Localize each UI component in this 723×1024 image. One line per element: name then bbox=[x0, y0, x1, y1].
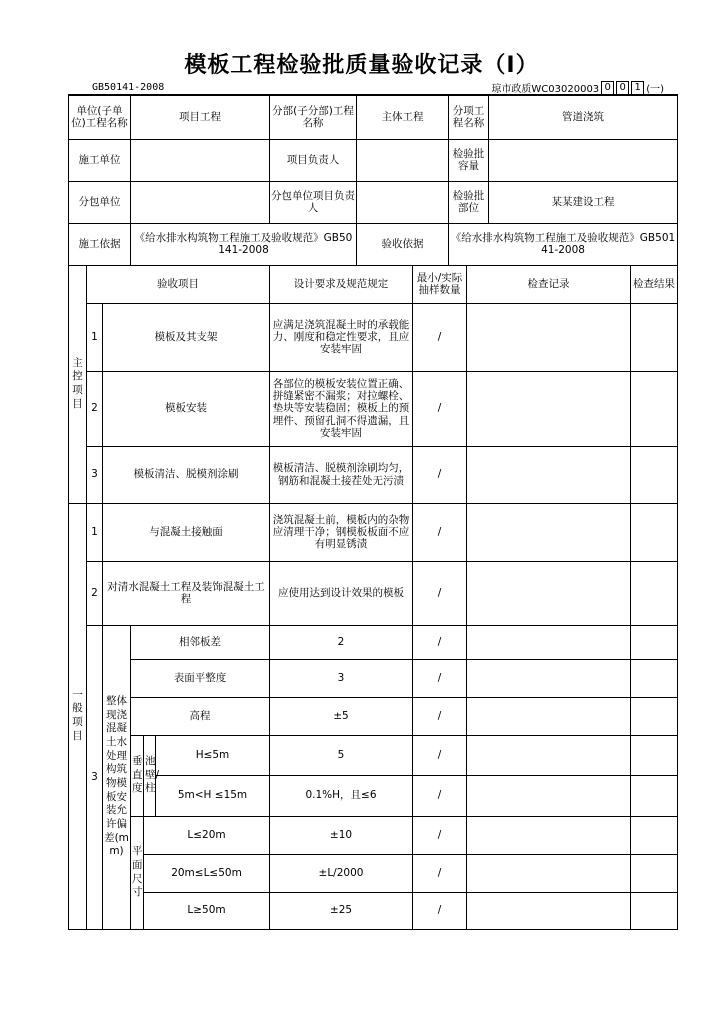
item-name: L≥50m bbox=[144, 892, 270, 929]
table-row bbox=[69, 371, 678, 446]
accept-basis-label: 验收依据 bbox=[357, 223, 449, 265]
row-number: 1 bbox=[87, 303, 103, 371]
item-requirement: 应使用达到设计效果的模板 bbox=[270, 561, 413, 625]
item-result[interactable] bbox=[631, 735, 678, 775]
basis-label: 施工依据 bbox=[69, 223, 131, 265]
item-sample: / bbox=[413, 503, 467, 561]
table-row bbox=[69, 775, 678, 816]
division-value: 主体工程 bbox=[357, 95, 449, 139]
item-name: H≤5m bbox=[156, 735, 270, 775]
item-requirement: 浇筑混凝土前，模板内的杂物应清理干净；钢模板板面不应有明显锈渍 bbox=[270, 503, 413, 561]
record-code-suffix: (一) bbox=[646, 84, 664, 95]
location-label: 检验批部位 bbox=[449, 181, 489, 223]
subitem-value: 管道浇筑 bbox=[489, 95, 678, 139]
tolerance-group-label: 整体现浇混凝土水处理构筑物模板安装允许偏差(mm) bbox=[103, 625, 131, 929]
row-number: 3 bbox=[87, 625, 103, 929]
item-name: 模板清洁、脱模剂涂刷 bbox=[103, 446, 270, 503]
item-record[interactable] bbox=[467, 735, 631, 775]
item-requirement: ±5 bbox=[270, 697, 413, 735]
item-requirement: 0.1%H，且≤6 bbox=[270, 775, 413, 816]
table-row bbox=[69, 303, 678, 371]
record-code-digit-2: 0 bbox=[616, 81, 629, 95]
table-row bbox=[69, 816, 678, 854]
table-row bbox=[69, 625, 678, 659]
item-record[interactable] bbox=[467, 371, 631, 446]
table-row bbox=[69, 892, 678, 929]
row-number: 3 bbox=[87, 446, 103, 503]
contractor-value[interactable] bbox=[131, 139, 270, 181]
item-result[interactable] bbox=[631, 854, 678, 892]
division-label: 分部(子分部)工程名称 bbox=[270, 95, 357, 139]
col-result-header: 检查结果 bbox=[631, 265, 678, 303]
item-requirement: 模板清洁、脱模剂涂刷均匀，钢筋和混凝土接茬处无污渍 bbox=[270, 446, 413, 503]
item-result[interactable] bbox=[631, 561, 678, 625]
table-row bbox=[69, 503, 678, 561]
item-requirement: 3 bbox=[270, 659, 413, 697]
item-sample: / bbox=[413, 625, 467, 659]
main-control-label: 主控项目 bbox=[69, 265, 87, 503]
item-sample: / bbox=[413, 371, 467, 446]
col-record-header: 检查记录 bbox=[467, 265, 631, 303]
item-name: 对清水混凝土工程及装饰混凝土工程 bbox=[103, 561, 270, 625]
sub-pm-value[interactable] bbox=[357, 181, 449, 223]
item-requirement: 应满足浇筑混凝土时的承载能力、刚度和稳定性要求，且应安装牢固 bbox=[270, 303, 413, 371]
item-record[interactable] bbox=[467, 697, 631, 735]
item-name: 5m<H ≤15m bbox=[156, 775, 270, 816]
col-sample-header: 最小/实际抽样数量 bbox=[413, 265, 467, 303]
item-sample: / bbox=[413, 659, 467, 697]
table-row bbox=[69, 735, 678, 775]
vertical-label: 垂直度 bbox=[131, 735, 144, 816]
inspection-table bbox=[68, 94, 678, 930]
item-result[interactable] bbox=[631, 503, 678, 561]
plane-label: 平面尺寸 bbox=[131, 816, 144, 929]
item-name: 模板安装 bbox=[103, 371, 270, 446]
item-record[interactable] bbox=[467, 625, 631, 659]
row-number: 2 bbox=[87, 371, 103, 446]
table-row bbox=[69, 446, 678, 503]
subcontractor-label: 分包单位 bbox=[69, 181, 131, 223]
item-record[interactable] bbox=[467, 659, 631, 697]
item-sample: / bbox=[413, 303, 467, 371]
wall-label: 池壁/柱 bbox=[144, 735, 156, 816]
table-row bbox=[69, 697, 678, 735]
item-requirement: ±25 bbox=[270, 892, 413, 929]
item-requirement: ±10 bbox=[270, 816, 413, 854]
item-sample: / bbox=[413, 892, 467, 929]
item-record[interactable] bbox=[467, 303, 631, 371]
table-row bbox=[69, 659, 678, 697]
record-code-digit-3: 1 bbox=[631, 81, 644, 95]
table-row bbox=[69, 561, 678, 625]
item-requirement: 2 bbox=[270, 625, 413, 659]
item-record[interactable] bbox=[467, 854, 631, 892]
record-code-digit-1: 0 bbox=[601, 81, 614, 95]
pm-value[interactable] bbox=[357, 139, 449, 181]
unit-label: 单位(子单位)工程名称 bbox=[69, 95, 131, 139]
subcontractor-value[interactable] bbox=[131, 181, 270, 223]
capacity-value[interactable] bbox=[489, 139, 678, 181]
pm-label: 项目负责人 bbox=[270, 139, 357, 181]
unit-value: 项目工程 bbox=[131, 95, 270, 139]
item-sample: / bbox=[413, 697, 467, 735]
item-record[interactable] bbox=[467, 892, 631, 929]
item-record[interactable] bbox=[467, 775, 631, 816]
item-requirement: 各部位的模板安装位置正确、拼缝紧密不漏浆；对拉螺栓、垫块等安装稳固；模板上的预埋件、预留孔洞不得遗漏，且安装牢固 bbox=[270, 371, 413, 446]
item-sample: / bbox=[413, 735, 467, 775]
item-name: 相邻板差 bbox=[131, 625, 270, 659]
item-sample: / bbox=[413, 854, 467, 892]
item-result[interactable] bbox=[631, 625, 678, 659]
sub-pm-label: 分包单位项目负责人 bbox=[270, 181, 357, 223]
item-name: 模板及其支架 bbox=[103, 303, 270, 371]
row-number: 1 bbox=[87, 503, 103, 561]
contractor-label: 施工单位 bbox=[69, 139, 131, 181]
item-name: 与混凝土接触面 bbox=[103, 503, 270, 561]
item-requirement: 5 bbox=[270, 735, 413, 775]
record-code bbox=[491, 80, 664, 95]
location-value: 某某建设工程 bbox=[489, 181, 678, 223]
item-name: 高程 bbox=[131, 697, 270, 735]
item-record[interactable] bbox=[467, 503, 631, 561]
accept-basis-value: 《给水排水构筑物工程施工及验收规范》GB50141-2008 bbox=[449, 223, 678, 265]
item-result[interactable] bbox=[631, 816, 678, 854]
table-row bbox=[69, 854, 678, 892]
item-requirement: ±L/2000 bbox=[270, 854, 413, 892]
basis-value: 《给水排水构筑物工程施工及验收规范》GB50141-2008 bbox=[131, 223, 357, 265]
item-record[interactable] bbox=[467, 561, 631, 625]
standard-code: GB50141-2008 bbox=[92, 82, 165, 93]
item-result[interactable] bbox=[631, 371, 678, 446]
record-code-prefix: 琼市政质WC03020003 bbox=[491, 84, 600, 95]
page-title: 模板工程检验批质量验收记录（Ⅰ） bbox=[184, 53, 539, 78]
item-name: 表面平整度 bbox=[131, 659, 270, 697]
item-record[interactable] bbox=[467, 446, 631, 503]
capacity-label: 检验批容量 bbox=[449, 139, 489, 181]
item-sample: / bbox=[413, 775, 467, 816]
item-result[interactable] bbox=[631, 446, 678, 503]
subitem-label: 分项工程名称 bbox=[449, 95, 489, 139]
item-sample: / bbox=[413, 561, 467, 625]
row-number: 2 bbox=[87, 561, 103, 625]
item-name: 20m≤L≤50m bbox=[144, 854, 270, 892]
item-sample: / bbox=[413, 816, 467, 854]
item-name: L≤20m bbox=[144, 816, 270, 854]
item-sample: / bbox=[413, 446, 467, 503]
col-item-header: 验收项目 bbox=[87, 265, 270, 303]
item-result[interactable] bbox=[631, 303, 678, 371]
item-result[interactable] bbox=[631, 892, 678, 929]
item-record[interactable] bbox=[467, 816, 631, 854]
general-label: 一般项目 bbox=[69, 503, 87, 929]
item-result[interactable] bbox=[631, 775, 678, 816]
col-requirement-header: 设计要求及规范规定 bbox=[270, 265, 413, 303]
item-result[interactable] bbox=[631, 697, 678, 735]
item-result[interactable] bbox=[631, 659, 678, 697]
